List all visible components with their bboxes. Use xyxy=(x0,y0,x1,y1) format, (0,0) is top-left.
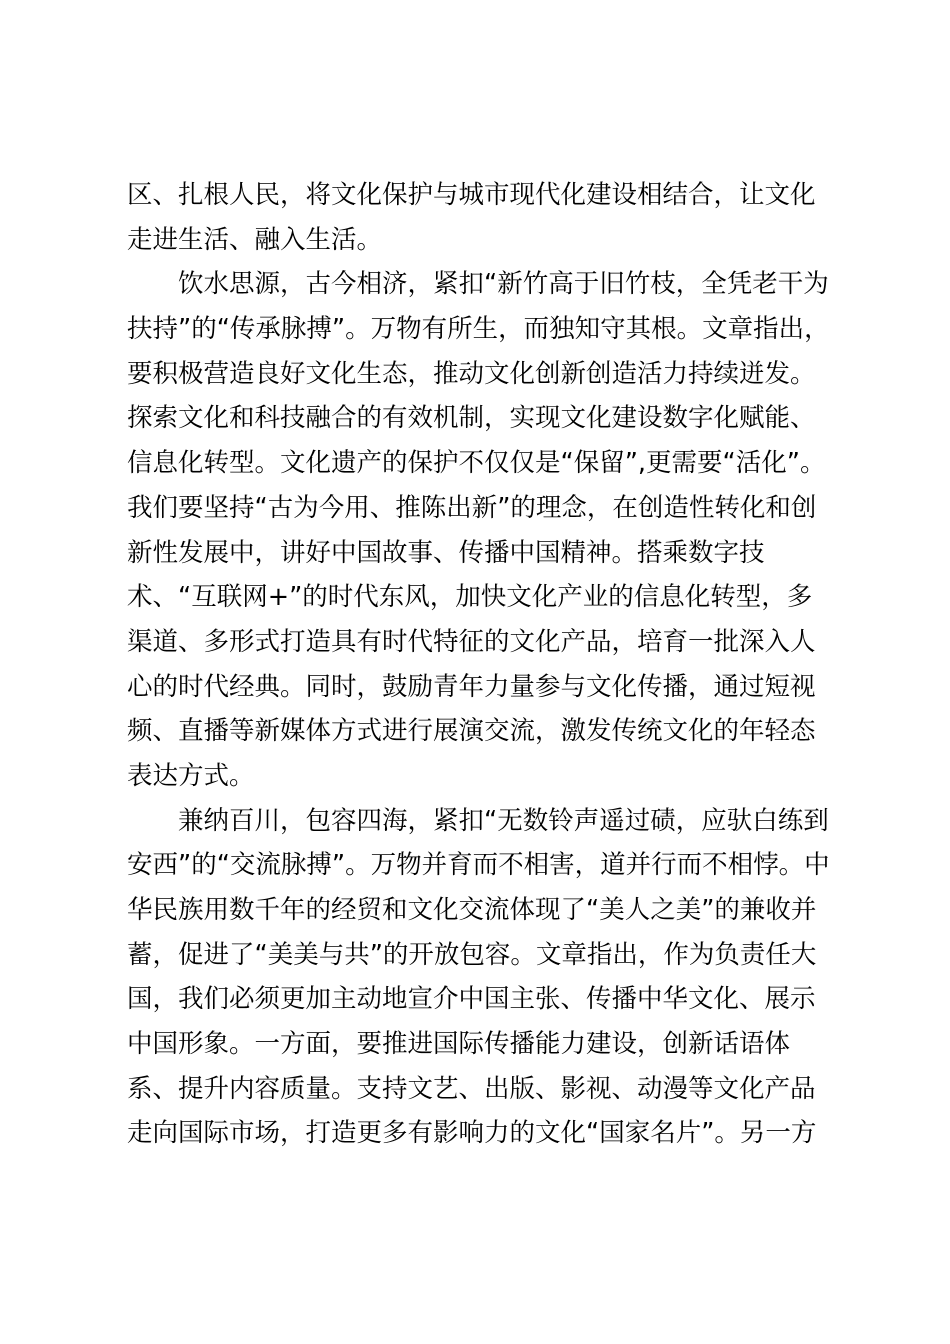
text-line: 渠道、多形式打造具有时代特征的文化产品，培育一批深入人 xyxy=(127,626,816,657)
text-line: 中国形象。一方面，要推进国际传播能力建设，创新话语体 xyxy=(127,1029,791,1060)
body-text xyxy=(127,173,847,1156)
text-line: 新性发展中，讲好中国故事、传播中国精神。搭乘数字技 xyxy=(127,537,765,568)
text-line: 华民族用数千年的经贸和文化交流体现了“美人之美”的兼收并 xyxy=(127,895,817,925)
text-line: 心的时代经典。同时，鼓励青年力量参与文化传播，通过短视 xyxy=(127,671,816,702)
text-line: 表达方式。 xyxy=(127,760,255,791)
text-line: 区、扎根人民，将文化保护与城市现代化建设相结合，让文化 xyxy=(127,180,816,210)
text-line: 要积极营造良好文化生态，推动文化创新创造活力持续迸发。 xyxy=(127,358,816,389)
text-line: 饮水思源，古今相济，紧扣“新竹高于旧竹枝，全凭老干为 xyxy=(127,269,829,300)
text-line: 扶持”的“传承脉搏”。万物有所生，而独知守其根。文章指出， xyxy=(127,314,830,345)
text-line: 术、“互联网+”的时代东风，加快文化产业的信息化转型，多 xyxy=(127,582,813,613)
text-line: 蓄，促进了“美美与共”的开放包容。文章指出，作为负责任大 xyxy=(127,939,817,970)
text-line: 信息化转型。文化遗产的保护不仅仅是“保留”,更需要“活化”。 xyxy=(127,448,826,479)
text-line: 走向国际市场，打造更多有影响力的文化“国家名片”。另一方 xyxy=(127,1118,817,1149)
text-line: 安西”的“交流脉搏”。万物并育而不相害，道并行而不相悖。中 xyxy=(127,850,830,881)
text-line: 系、提升内容质量。支持文艺、出版、影视、动漫等文化产品 xyxy=(127,1073,816,1104)
text-line: 探索文化和科技融合的有效机制，实现文化建设数字化赋能、 xyxy=(127,403,816,434)
text-line: 兼纳百川，包容四海，紧扣“无数铃声遥过碛，应驮白练到 xyxy=(127,805,829,836)
text-line: 我们要坚持“古为今用、推陈出新”的理念，在创造性转化和创 xyxy=(127,492,817,523)
text-line: 频、直播等新媒体方式进行展演交流，激发传统文化的年轻态 xyxy=(127,716,816,747)
text-line: 国，我们必须更加主动地宣介中国主张、传播中华文化、展示 xyxy=(127,984,816,1015)
text-line: 走进生活、融入生活。 xyxy=(127,224,383,255)
